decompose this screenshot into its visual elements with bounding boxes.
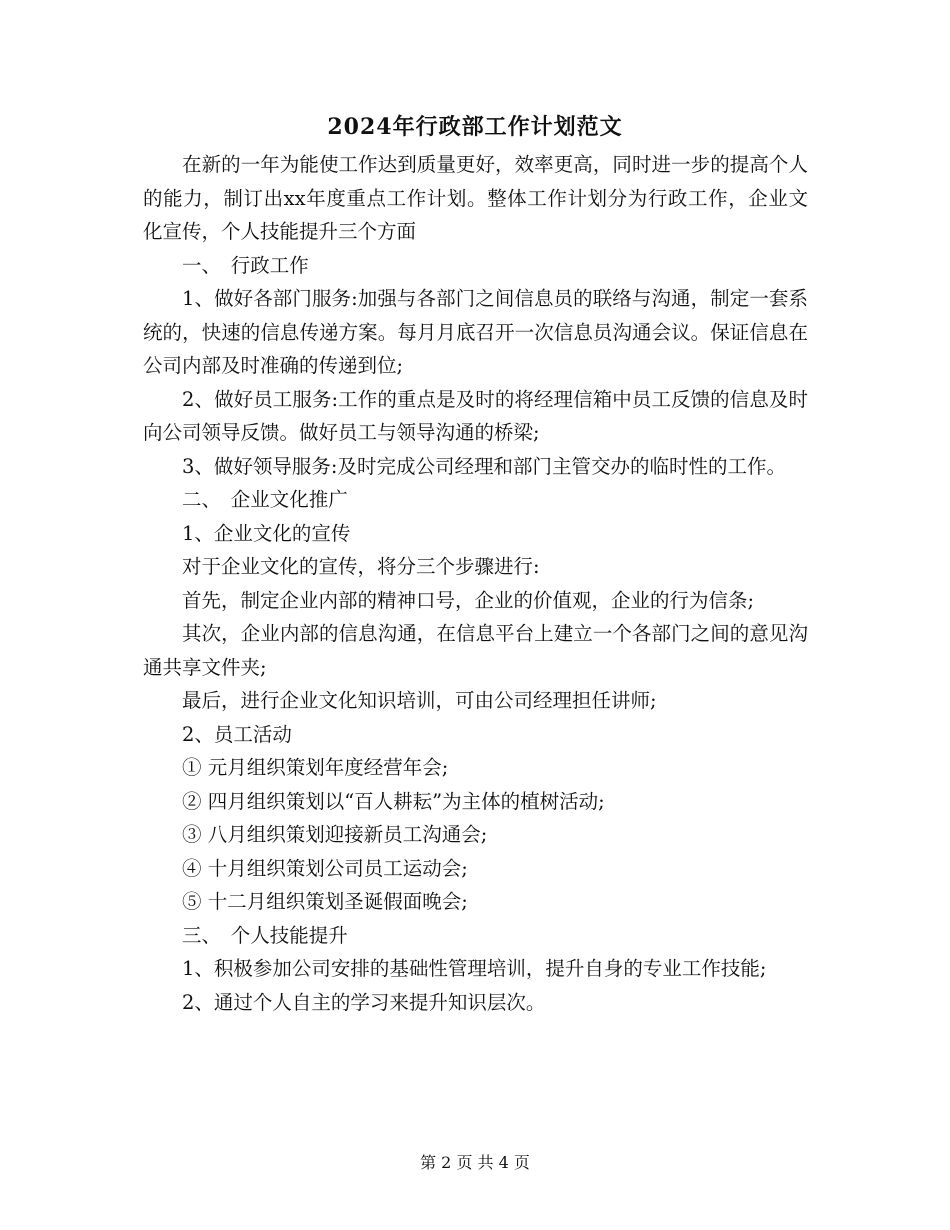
paragraph: 对于企业文化的宣传，将分三个步骤进行: [182,555,540,578]
list-item: ⑤ 十二月组织策划圣诞假面晚会; [182,890,468,913]
list-item: ② 四月组织策划以“百人耕耘”为主体的植树活动; [182,789,605,813]
paragraph: 最后，进行企业文化知识培训，可由公司经理担任讲师; [182,689,657,712]
document-body [143,148,808,1019]
page-footer: 第 2 页 共 4 页 [420,1153,530,1172]
subheading: 2、员工活动 [182,722,292,746]
section-heading-admin: 一、 行政工作 [182,253,309,277]
paragraph: 1、积极参加公司安排的基础性管理培训，提升自身的专业工作技能; [182,957,767,980]
document-title: 2024年行政部工作计划范文 [327,114,623,140]
paragraph-intro: 在新的一年为能使工作达到质量更好，效率更高，同时进一步的提高个人的能力，制订出xx年度重点工作计划。整体工作计划分为行政工作，企业文化宣传，个人技能提升三个方面 [143,153,808,243]
paragraph: 3、做好领导服务:及时完成公司经理和部门主管交办的临时性的工作。 [182,454,786,478]
paragraph: 其次，企业内部的信息沟通，在信息平台上建立一个各部门之间的意见沟通共享文件夹; [143,622,808,679]
paragraph: 2、通过个人自主的学习来提升知识层次。 [182,990,546,1014]
paragraph: 2、做好员工服务:工作的重点是及时的将经理信箱中员工反馈的信息及时向公司领导反馈。做好员工与领导沟通的桥梁; [143,387,808,444]
list-item: ④ 十月组织策划公司员工运动会; [182,856,468,880]
list-item: ① 元月组织策划年度经营年会; [182,756,449,779]
section-heading-skills: 三、 个人技能提升 [182,923,348,947]
list-item: ③ 八月组织策划迎接新员工沟通会; [182,823,488,846]
paragraph: 首先，制定企业内部的精神口号，企业的价值观，企业的行为信条; [182,588,755,612]
paragraph: 1、做好各部门服务:加强与各部门之间信息员的联络与沟通，制定一套系统的，快速的信息传递方案。每月月底召开一次信息员沟通会议。保证信息在公司内部及时准确的传递到位; [143,287,808,377]
subheading: 1、企业文化的宣传 [182,521,351,545]
section-heading-culture: 二、 企业文化推广 [182,488,348,511]
